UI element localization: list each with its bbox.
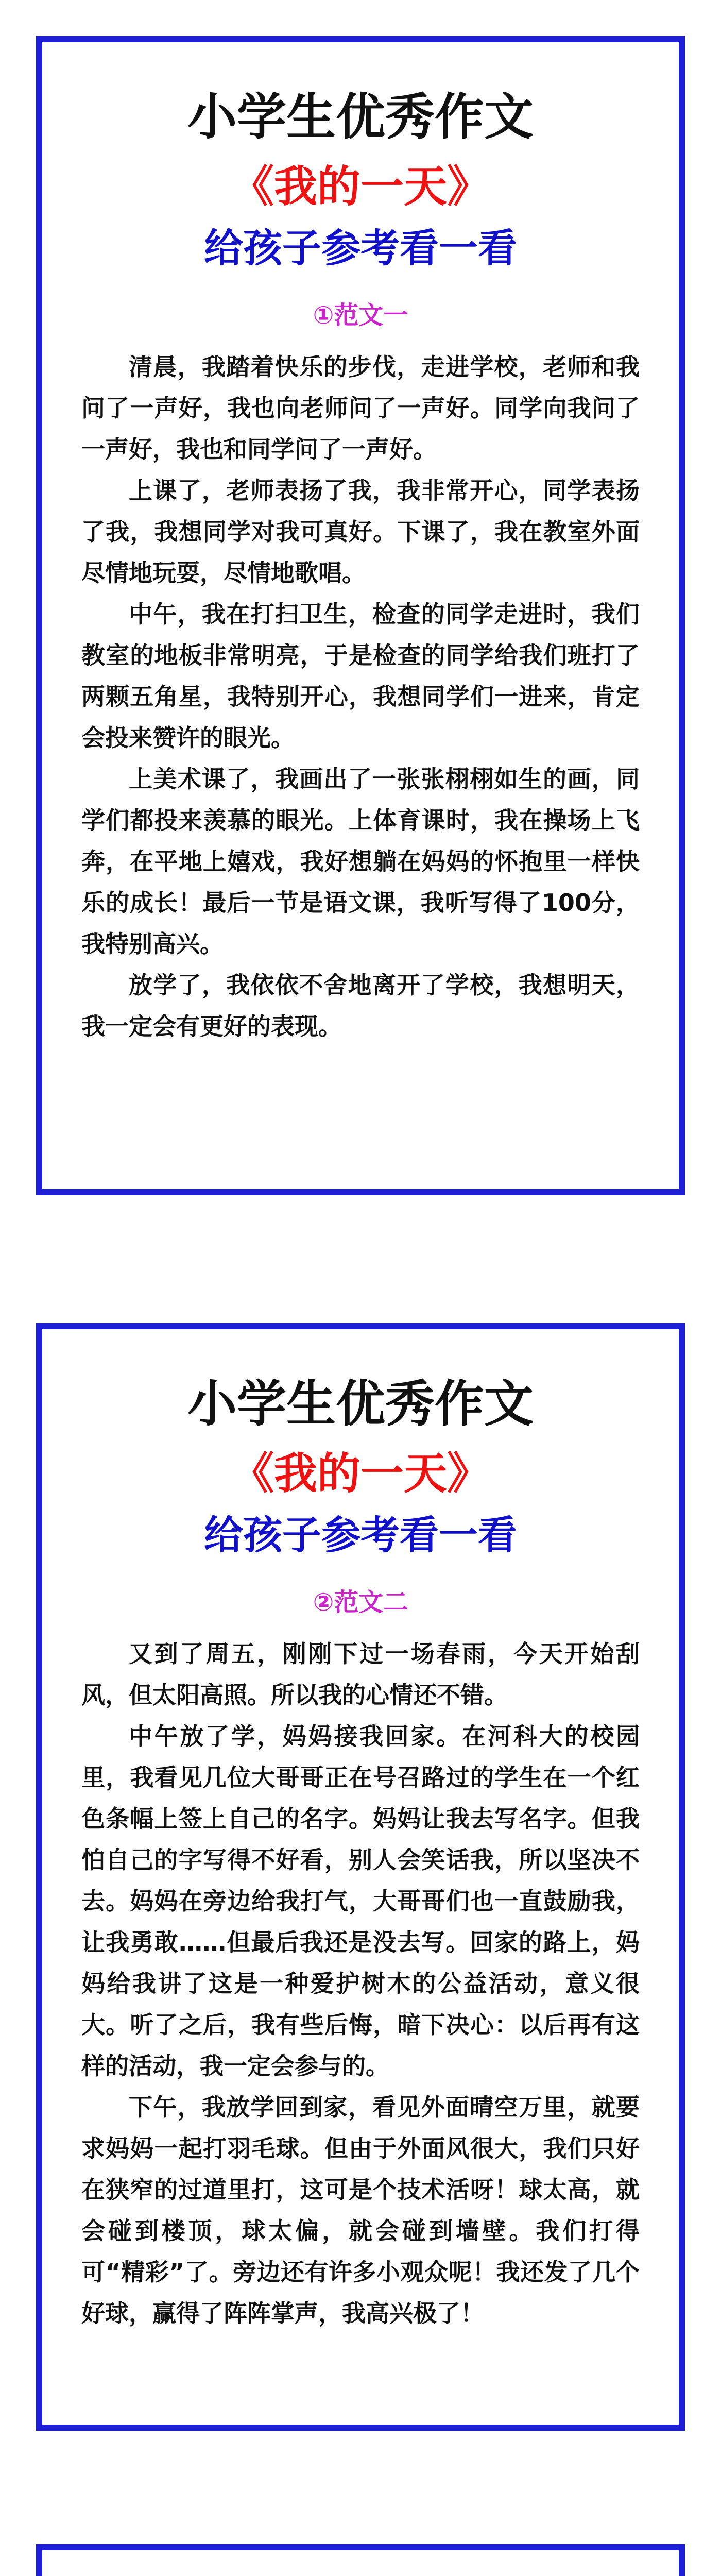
essay-title: 《我的一天》: [230, 1448, 490, 1499]
essay-paragraph: 上美术课了，我画出了一张张栩栩如生的画，同学们都投来羡慕的眼光。上体育课时，我在操场上飞奔，在平地上嬉戏，我好想躺在妈妈的怀抱里一样快乐的成长！最后一节是语文课，我听写得了100分，我特别高兴。: [81, 765, 640, 958]
essay-paragraph: 中午，我在打扫卫生，检查的同学走进时，我们教室的地板非常明亮，于是检查的同学给我们班打了两颗五角星，我特别开心，我想同学们一进来，肯定会投来赞许的眼光。: [81, 600, 640, 752]
tagline: 给孩子参考看一看: [204, 225, 517, 271]
card-title: 小学生优秀作文: [187, 1375, 534, 1433]
essay-paragraph: 又到了周五，刚刚下过一场春雨，今天开始刮风，但太阳高照。所以我的心情还不错。: [81, 1640, 640, 1709]
card-title: 小学生优秀作文: [187, 88, 534, 146]
essay-paragraph: 清晨，我踏着快乐的步伐，走进学校，老师和我问了一声好，我也向老师问了一声好。同学向我问了一声好，我也和同学问了一声好。: [81, 353, 640, 463]
essay-card-2: [36, 1323, 685, 2431]
tagline: 给孩子参考看一看: [204, 1512, 517, 1558]
essay-paragraph: 中午放了学，妈妈接我回家。在河科大的校园里，我看见几位大哥哥正在号召路过的学生在一个红色条幅上签上自己的名字。妈妈让我去写名字。但我怕自己的字写得不好看，别人会笑话我，所以坚决不去。妈妈在旁边给我打气，大哥哥们也一直鼓励我，让我勇敢……但最后我还是没去写。回家的路上，妈妈给我讲了这是一种爱护树木的公益活动，意义很大。听了之后，我有些后悔，暗下决心：以后再有这样的活动，我一定会参与的。: [81, 1722, 640, 2080]
essay-card-1: [36, 36, 685, 1195]
essay-paragraph: 放学了，我依依不舍地离开了学校，我想明天，我一定会有更好的表现。: [81, 971, 640, 1040]
essay-paragraph: 下午，我放学回到家，看见外面晴空万里，就要求妈妈一起打羽毛球。但由于外面风很大，我们只好在狭窄的过道里打，这可是个技术活呀！球太高，就会碰到楼顶，球太偏，就会碰到墙壁。我们打得可“精彩”了。旁边还有许多小观众呢！我还发了几个好球，赢得了阵阵掌声，我高兴极了！: [81, 2093, 640, 2327]
essay-paragraph: 上课了，老师表扬了我，我非常开心，同学表扬了我，我想同学对我可真好。下课了，我在教室外面尽情地玩耍，尽情地歌唱。: [81, 477, 640, 587]
essay-card-3: [36, 2544, 685, 2576]
essay-title: 《我的一天》: [230, 161, 490, 212]
section-label: ②范文二: [313, 1588, 408, 1617]
section-label: ①范文一: [313, 301, 408, 330]
